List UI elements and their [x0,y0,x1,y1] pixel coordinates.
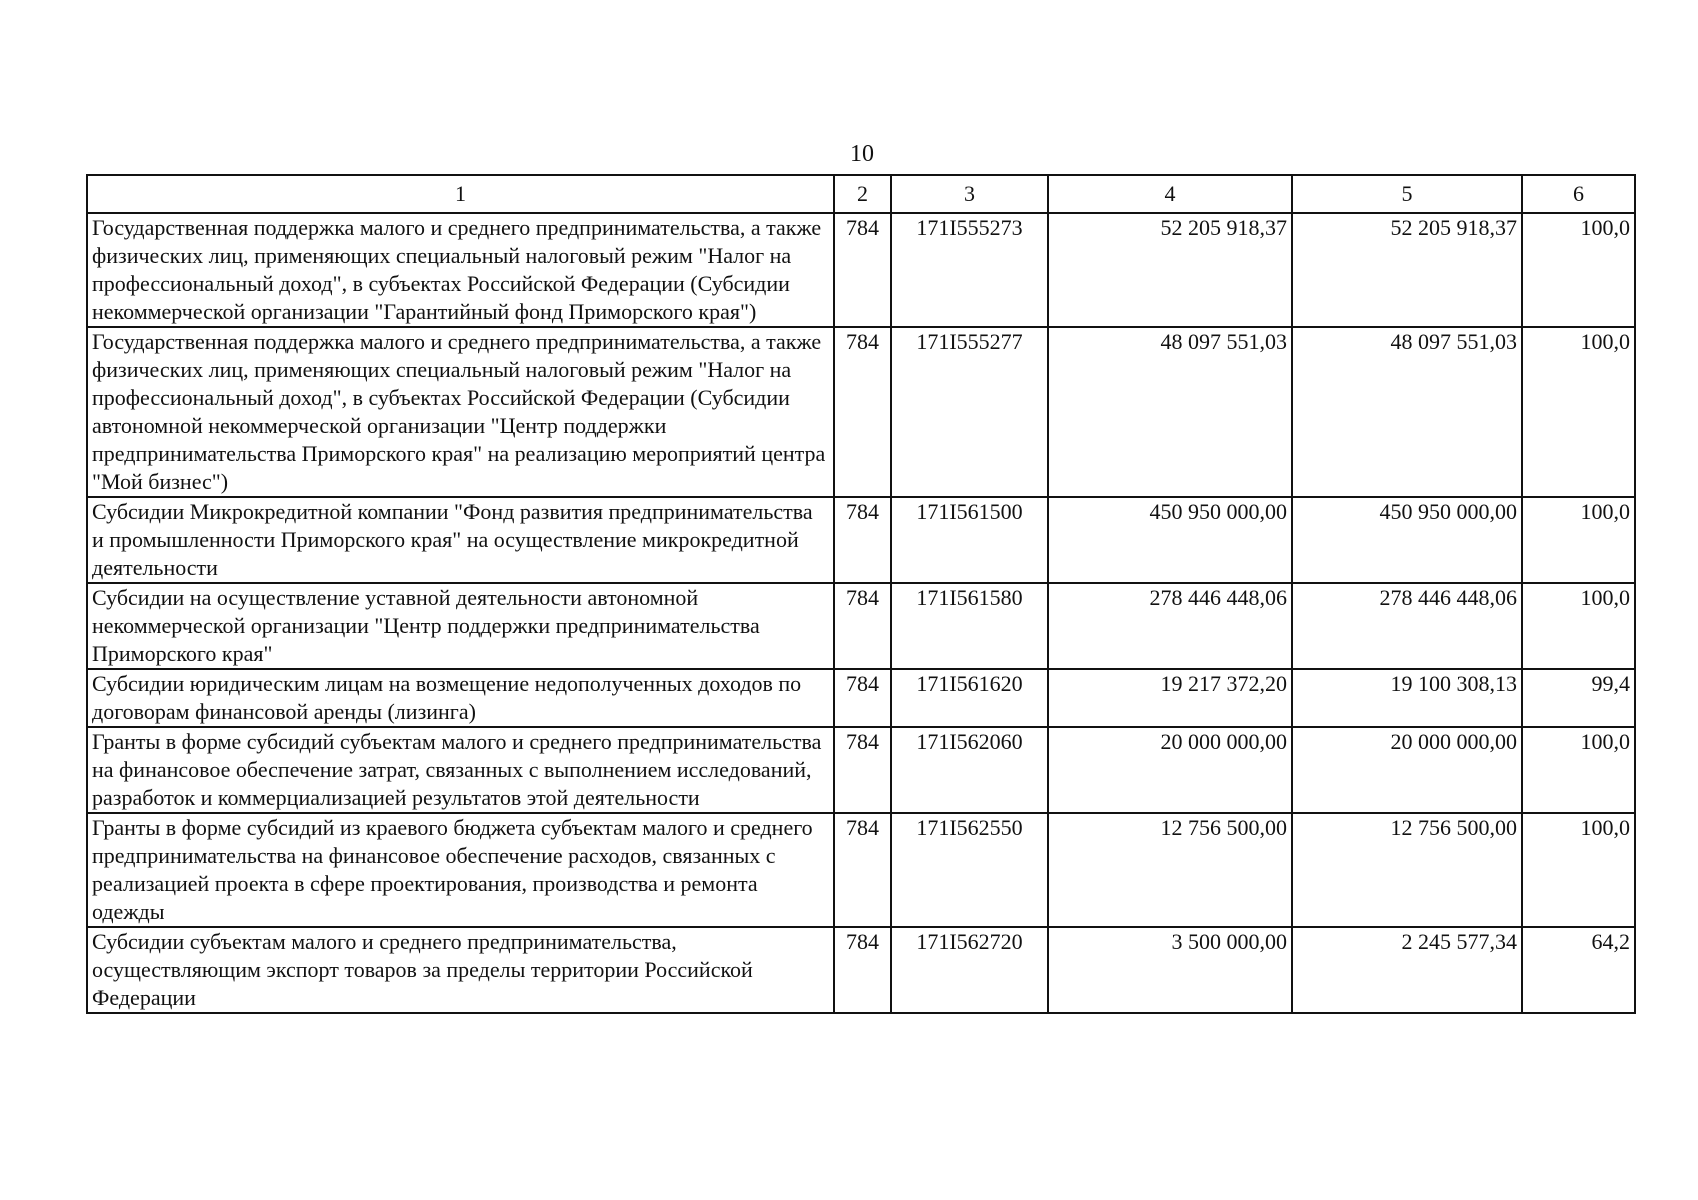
table-row [87,727,1635,813]
row-plan: 12 756 500,00 [1048,813,1292,927]
column-header-6: 6 [1522,175,1635,213]
row-actual: 52 205 918,37 [1292,213,1522,327]
column-header-3: 3 [891,175,1048,213]
row-actual: 20 000 000,00 [1292,727,1522,813]
table-row [87,327,1635,497]
row-actual: 2 245 577,34 [1292,927,1522,1013]
row-description: Государственная поддержка малого и среднего предпринимательства, а также физических лиц, применяющих специальный налоговый режим "Налог на профессиональный доход", в субъектах Российской Федерации (Субсидии автономной некоммерческой организации "Центр поддержки предпринимательства Приморского края" на реализацию мероприятий центра "Мой бизнес") [87,327,834,497]
row-description: Гранты в форме субсидий субъектам малого и среднего предпринимательства на финансовое обеспечение затрат, связанных с выполнением исследований, разработок и коммерциализацией результатов этой деятельности [87,727,834,813]
table-row [87,813,1635,927]
row-percent: 100,0 [1522,497,1635,583]
table-row [87,583,1635,669]
budget-table [86,174,1636,1014]
row-description: Субсидии на осуществление уставной деятельности автономной некоммерческой организации "Центр поддержки предпринимательства Приморского края" [87,583,834,669]
row-code: 784 [834,497,891,583]
column-header-4: 4 [1048,175,1292,213]
row-code: 784 [834,813,891,927]
table-row [87,927,1635,1013]
row-percent: 100,0 [1522,813,1635,927]
row-description: Субсидии юридическим лицам на возмещение недополученных доходов по договорам финансовой аренды (лизинга) [87,669,834,727]
page-number: 10 [850,141,874,167]
row-description: Субсидии Микрокредитной компании "Фонд развития предпринимательства и промышленности Приморского края" на осуществление микрокредитной деятельности [87,497,834,583]
row-plan: 3 500 000,00 [1048,927,1292,1013]
row-code: 784 [834,927,891,1013]
header-row [87,175,1635,213]
table-row [87,669,1635,727]
row-actual: 278 446 448,06 [1292,583,1522,669]
row-csr: 171I555277 [891,327,1048,497]
row-plan: 278 446 448,06 [1048,583,1292,669]
row-csr: 171I555273 [891,213,1048,327]
row-code: 784 [834,327,891,497]
table-row [87,213,1635,327]
row-plan: 52 205 918,37 [1048,213,1292,327]
row-code: 784 [834,669,891,727]
column-header-2: 2 [834,175,891,213]
row-csr: 171I561580 [891,583,1048,669]
row-percent: 100,0 [1522,727,1635,813]
row-actual: 19 100 308,13 [1292,669,1522,727]
row-percent: 100,0 [1522,213,1635,327]
row-actual: 450 950 000,00 [1292,497,1522,583]
row-code: 784 [834,213,891,327]
row-plan: 450 950 000,00 [1048,497,1292,583]
row-code: 784 [834,727,891,813]
row-plan: 20 000 000,00 [1048,727,1292,813]
row-csr: 171I562720 [891,927,1048,1013]
row-percent: 99,4 [1522,669,1635,727]
row-code: 784 [834,583,891,669]
row-actual: 48 097 551,03 [1292,327,1522,497]
row-actual: 12 756 500,00 [1292,813,1522,927]
row-csr: 171I561620 [891,669,1048,727]
row-csr: 171I561500 [891,497,1048,583]
column-header-1: 1 [87,175,834,213]
row-plan: 19 217 372,20 [1048,669,1292,727]
row-csr: 171I562060 [891,727,1048,813]
column-header-5: 5 [1292,175,1522,213]
row-csr: 171I562550 [891,813,1048,927]
row-plan: 48 097 551,03 [1048,327,1292,497]
row-description: Субсидии субъектам малого и среднего предпринимательства, осуществляющим экспорт товаров за пределы территории Российской Федерации [87,927,834,1013]
row-percent: 64,2 [1522,927,1635,1013]
row-description: Гранты в форме субсидий из краевого бюджета субъектам малого и среднего предпринимательства на финансовое обеспечение расходов, связанных с реализацией проекта в сфере проектирования, производства и ремонта одежды [87,813,834,927]
row-percent: 100,0 [1522,583,1635,669]
table-row [87,497,1635,583]
row-percent: 100,0 [1522,327,1635,497]
row-description: Государственная поддержка малого и среднего предпринимательства, а также физических лиц, применяющих специальный налоговый режим "Налог на профессиональный доход", в субъектах Российской Федерации (Субсидии некоммерческой организации "Гарантийный фонд Приморского края") [87,213,834,327]
